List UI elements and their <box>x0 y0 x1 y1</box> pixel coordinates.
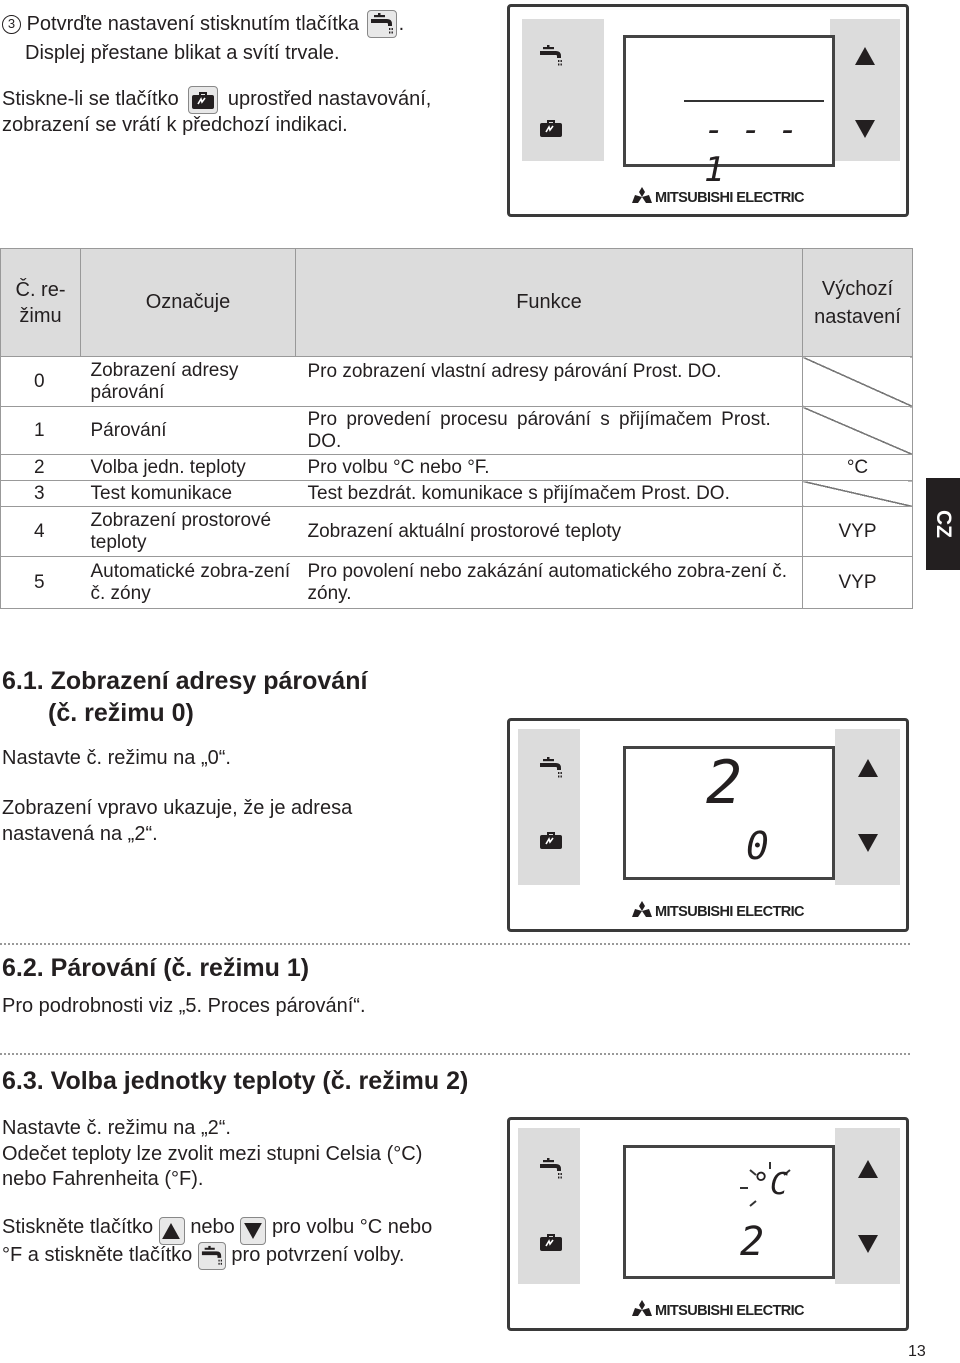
default-empty <box>803 481 913 507</box>
section-divider <box>0 943 910 945</box>
section-divider <box>0 1053 910 1055</box>
brand-logo: MITSUBISHI ELECTRIC <box>632 901 804 920</box>
bag-button-icon <box>188 86 218 114</box>
default-empty <box>803 357 913 407</box>
s63-desc-1: Odečet teploty lze zvolit mezi stupni Celsia (°C) <box>2 1143 423 1165</box>
bag-icon[interactable] <box>538 117 564 139</box>
up-arrow-icon[interactable] <box>858 759 878 777</box>
lcd-value-top: 2 <box>706 748 743 818</box>
s61-desc-2: nastavená na „2“. <box>2 823 158 845</box>
table-row: 4 Zobrazení prostorové teploty Zobrazení aktuální prostorové teploty VYP <box>1 507 913 557</box>
down-button-icon <box>240 1217 266 1245</box>
lcd-screen <box>623 746 835 880</box>
faucet-icon[interactable] <box>538 44 564 68</box>
s63-instruction: Nastavte č. režimu na „2“. <box>2 1117 231 1139</box>
table-row: 0 Zobrazení adresy párování Pro zobrazení vlastní adresy párování Prost. DO. <box>1 357 913 407</box>
display-stops-blinking-text: Displej přestane blikat a svítí trvale. <box>25 42 340 64</box>
mitsubishi-logo-icon <box>632 1300 652 1318</box>
right-button-panel <box>830 19 900 161</box>
bag-icon[interactable] <box>538 829 564 851</box>
section-6-1-title: 6.1. Zobrazení adresy párování <box>2 667 368 695</box>
faucet-icon[interactable] <box>538 756 564 780</box>
bag-icon[interactable] <box>538 1231 564 1253</box>
s63-select-instruction: Stiskněte tlačítko nebo pro volbu °C nebo <box>2 1214 502 1245</box>
mode-table <box>0 248 913 609</box>
return-text: zobrazení se vrátí k předchozí indikaci. <box>2 114 348 136</box>
down-arrow-icon[interactable] <box>858 1235 878 1253</box>
col-header-denotes: Označuje <box>81 249 296 357</box>
lcd-value-bottom: 2 <box>740 1219 765 1265</box>
s63-desc-2: nebo Fahrenheita (°F). <box>2 1168 204 1190</box>
controller-device-1 <box>507 4 909 217</box>
left-button-panel <box>518 1128 580 1284</box>
s61-instruction: Nastavte č. režimu na „0“. <box>2 747 231 769</box>
language-tab: CZ <box>926 478 960 570</box>
confirm-text: Potvrďte nastavení stisknutím tlačítka <box>26 13 359 35</box>
left-button-panel <box>522 19 604 161</box>
right-button-panel <box>835 1128 900 1284</box>
section-6-3-title: 6.3. Volba jednotky teploty (č. režimu 2) <box>2 1067 469 1095</box>
controller-device-3 <box>507 1117 909 1331</box>
step-number-circle: 3 <box>2 15 21 34</box>
default-empty <box>803 407 913 455</box>
confirm-instruction: 3 Potvrďte nastavení stisknutím tlačítka . <box>2 10 502 38</box>
col-header-mode: Č. re- žimu <box>1 249 81 357</box>
lcd-separator <box>684 100 824 102</box>
up-button-icon <box>159 1217 185 1245</box>
lcd-value-bottom: 0 <box>746 824 769 868</box>
brand-logo: MITSUBISHI ELECTRIC <box>632 1300 804 1319</box>
section-6-2-title: 6.2. Párování (č. režimu 1) <box>2 954 310 982</box>
s61-desc-1: Zobrazení vpravo ukazuje, že je adresa <box>2 797 353 819</box>
faucet-button-icon <box>198 1242 226 1270</box>
cancel-instruction: Stiskne-li se tlačítko uprostřed nastavování, <box>2 86 502 114</box>
right-button-panel <box>835 729 900 885</box>
section-6-1-subtitle: (č. režimu 0) <box>48 699 194 727</box>
table-row: 5 Automatické zobra-zení č. zóny Pro povolení nebo zakázání automatického zobra-zení č. zóny. VYP <box>1 557 913 609</box>
up-arrow-icon[interactable] <box>855 47 875 65</box>
up-arrow-icon[interactable] <box>858 1160 878 1178</box>
s63-confirm-instruction: °F a stiskněte tlačítko pro potvrzení volby. <box>2 1242 502 1270</box>
table-row: 3 Test komunikace Test bezdrát. komunikace s přijímačem Prost. DO. <box>1 481 913 507</box>
down-arrow-icon[interactable] <box>855 120 875 138</box>
lcd-screen <box>623 1145 835 1279</box>
down-arrow-icon[interactable] <box>858 834 878 852</box>
controller-device-2 <box>507 718 909 932</box>
faucet-icon[interactable] <box>538 1157 564 1181</box>
lcd-unit: °C <box>752 1167 789 1202</box>
col-header-default: Výchozí nastavení <box>803 249 913 357</box>
mitsubishi-logo-icon <box>632 901 652 919</box>
page-number: 13 <box>908 1343 926 1360</box>
s62-text: Pro podrobnosti viz „5. Proces párování“. <box>2 995 366 1017</box>
brand-logo: MITSUBISHI ELECTRIC <box>632 187 804 206</box>
lcd-screen <box>623 35 835 190</box>
left-button-panel <box>518 729 580 885</box>
faucet-button-icon <box>367 10 397 38</box>
lcd-value: - - - 1 <box>704 110 797 190</box>
table-row: 2 Volba jedn. teploty Pro volbu °C nebo °F. °C <box>1 455 913 481</box>
table-row: 1 Párování Pro provedení procesu párování s přijímačem Prost. DO. <box>1 407 913 455</box>
col-header-function: Funkce <box>296 249 803 357</box>
mitsubishi-logo-icon <box>632 187 652 205</box>
